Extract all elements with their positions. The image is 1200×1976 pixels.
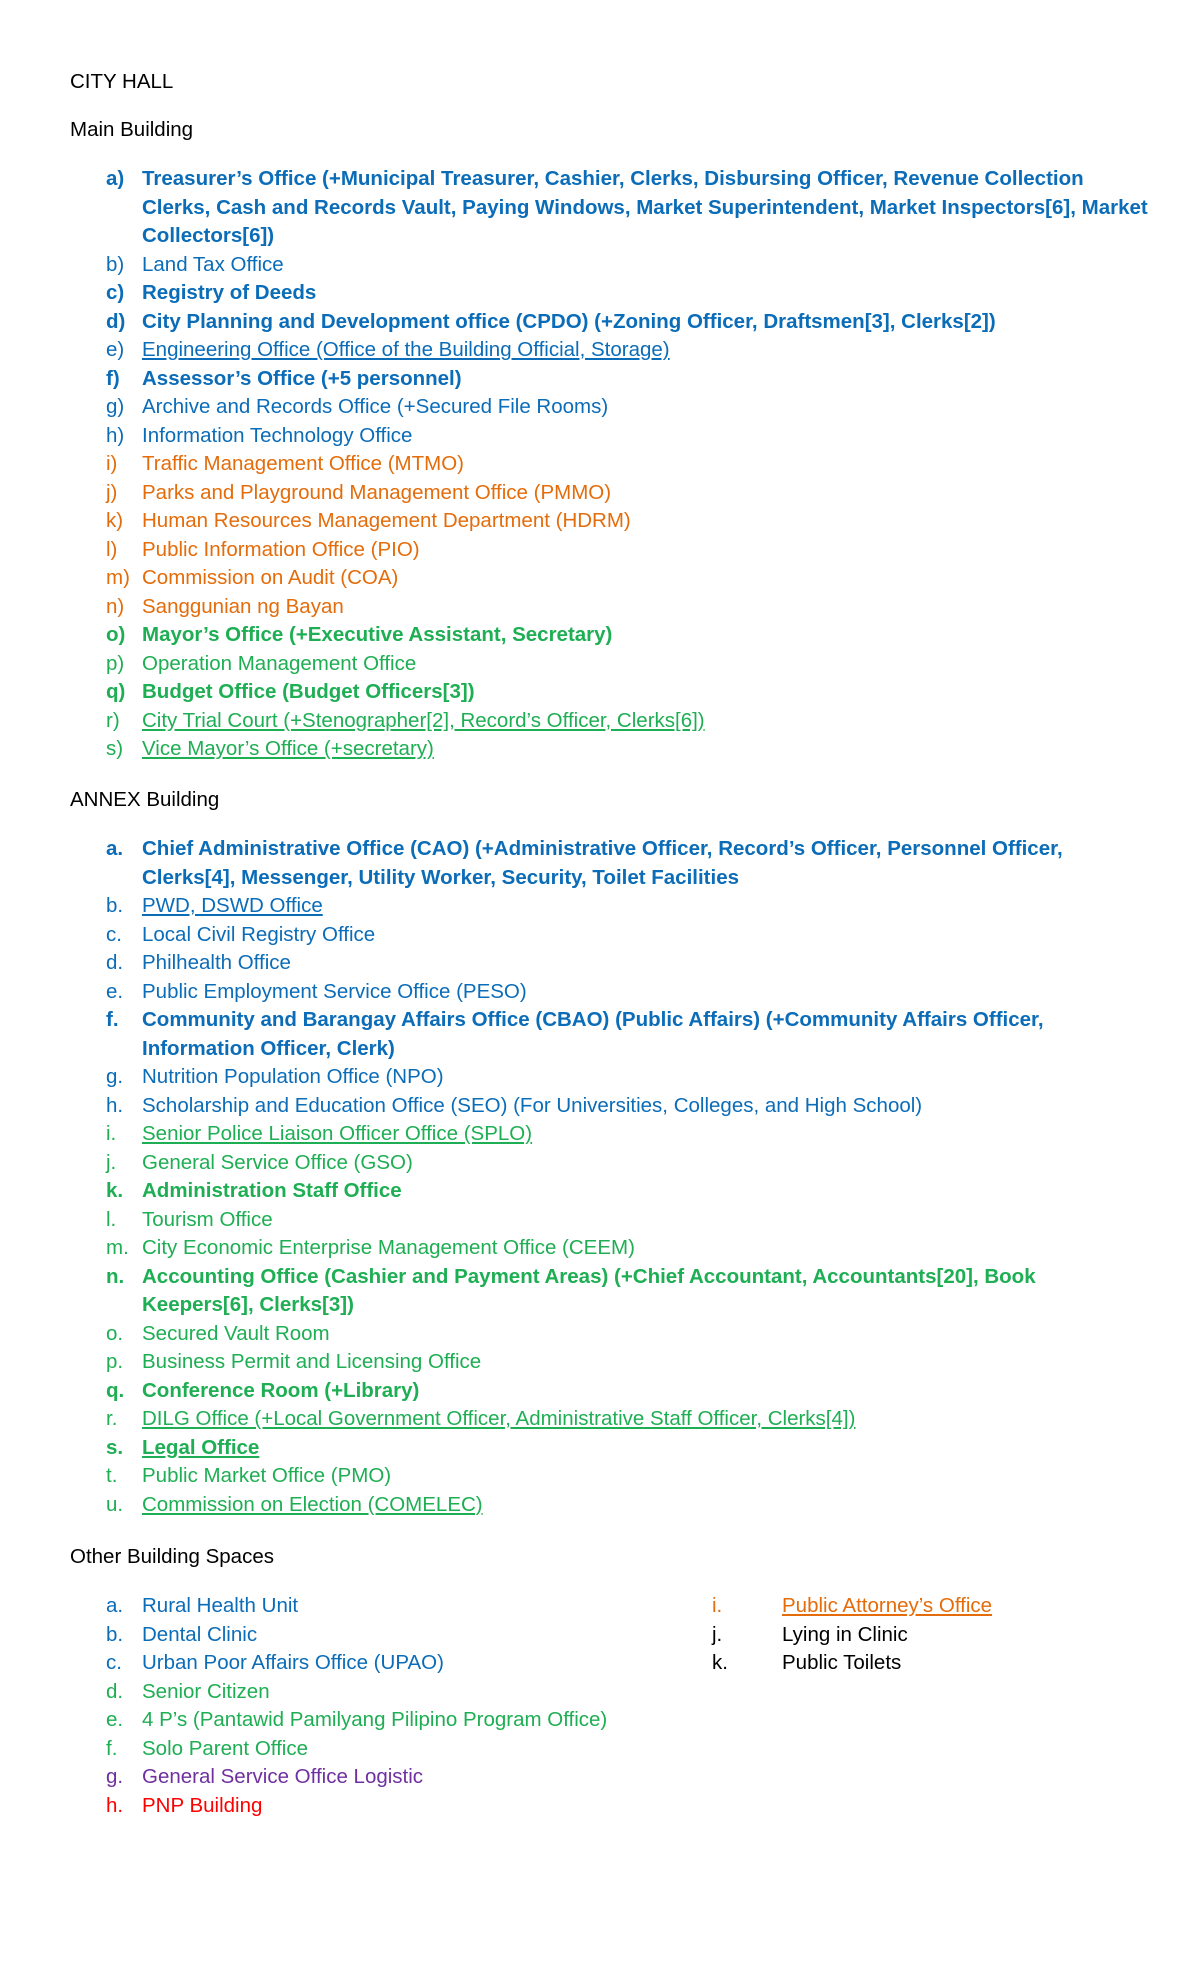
list-item-text: Commission on Election (COMELEC): [142, 1492, 483, 1516]
list-item: [70, 621, 1150, 650]
list-item: [70, 949, 1150, 978]
list-item: [70, 365, 1150, 394]
list-item: [70, 251, 1150, 280]
list-item: [70, 707, 1150, 736]
list-item: [70, 479, 1150, 508]
list-item-text: City Planning and Development office (CPDO) (+Zoning Officer, Draftsmen[3], Clerks[2]): [142, 309, 996, 333]
list-item-text: PNP Building: [142, 1793, 263, 1817]
list-item-marker: g.: [106, 1765, 124, 1788]
list-item-marker: k.: [106, 1179, 124, 1202]
list-item-text: Rural Health Unit: [142, 1594, 299, 1617]
list-item-text: Traffic Management Office (MTMO): [142, 452, 465, 475]
list-item-text: Urban Poor Affairs Office (UPAO): [142, 1651, 444, 1674]
list-item-marker: f): [106, 366, 120, 390]
list-item-text: Business Permit and Licensing Office: [142, 1350, 482, 1373]
list-item-text: Budget Office (Budget Officers[3]): [142, 680, 475, 703]
list-item-text: Public Attorney’s Office: [782, 1594, 993, 1617]
list-item: [70, 422, 1150, 451]
list-item-text: Treasurer’s Office (+Municipal Treasurer, Cashier, Clerks, Disbursing Officer, Revenue Collection Clerks, Cash and Records Vault, Paying Windows, Market Superintendent, Market Inspectors[6], Market Collectors[6]): [142, 167, 1148, 247]
list-item: [70, 1592, 630, 1621]
list-item-marker: h.: [106, 1793, 124, 1817]
other-spaces-list-right: [712, 1592, 1132, 1678]
list-item-marker: j): [106, 480, 118, 504]
list-item: [70, 1491, 1150, 1520]
list-item-text: City Trial Court (+Stenographer[2], Record’s Officer, Clerks[6]): [142, 708, 705, 732]
annex-building-list: [70, 835, 1150, 1519]
list-item-text: Commission on Audit (COA): [142, 566, 399, 589]
list-item-text: Nutrition Population Office (NPO): [142, 1065, 444, 1088]
list-item: [70, 1377, 1150, 1406]
list-item: [712, 1621, 1132, 1650]
list-item: [70, 1149, 1150, 1178]
list-item: [70, 835, 1150, 892]
list-item-marker: a.: [106, 837, 124, 860]
list-item: [70, 336, 1150, 365]
list-item: [70, 1434, 1150, 1463]
list-item-marker: n.: [106, 1264, 125, 1288]
list-item-text: Public Market Office (PMO): [142, 1464, 392, 1487]
list-item-text: Chief Administrative Office (CAO) (+Administrative Officer, Record’s Officer, Personnel Officer, Clerks[4], Messenger, Utility Worker, Security, Toilet Facilities: [142, 837, 1063, 889]
main-building-list: [70, 165, 1150, 764]
document-title: CITY HALL: [70, 70, 174, 93]
list-item-text: Human Resources Management Department (HDRM): [142, 509, 631, 532]
list-item-text: Secured Vault Room: [142, 1321, 330, 1345]
list-item-marker: b.: [106, 894, 124, 917]
list-item: [70, 308, 1150, 337]
list-item-text: Mayor’s Office (+Executive Assistant, Secretary): [142, 623, 613, 646]
list-item: [70, 978, 1150, 1007]
list-item-marker: d): [106, 309, 126, 333]
list-item: [70, 507, 1150, 536]
list-item-marker: f.: [106, 1008, 119, 1031]
list-item-text: Solo Parent Office: [142, 1736, 308, 1760]
list-item-text: Administration Staff Office: [142, 1179, 402, 1202]
list-item-marker: j.: [712, 1622, 723, 1646]
list-item-text: General Service Office Logistic: [142, 1765, 424, 1788]
list-item-marker: f.: [106, 1736, 118, 1760]
list-item-text: Registry of Deeds: [142, 281, 317, 304]
list-item: [70, 678, 1150, 707]
list-item-marker: n): [106, 594, 125, 618]
list-item: [70, 921, 1150, 950]
list-item-text: Public Toilets: [782, 1651, 902, 1674]
list-item-marker: o): [106, 623, 126, 646]
list-item-marker: b): [106, 252, 125, 276]
list-item-text: Public Information Office (PIO): [142, 537, 420, 561]
list-item-marker: s): [106, 737, 124, 760]
list-item-marker: q): [106, 680, 126, 703]
list-item-marker: t.: [106, 1464, 118, 1487]
list-item-marker: b.: [106, 1622, 124, 1646]
list-item: [70, 1092, 1150, 1121]
list-item-text: City Economic Enterprise Management Office (CEEM): [142, 1236, 635, 1259]
list-item: [70, 165, 1150, 251]
list-item: [70, 1462, 1150, 1491]
list-item-marker: a.: [106, 1594, 124, 1617]
list-item: [70, 1792, 630, 1821]
list-item-marker: u.: [106, 1492, 124, 1516]
main-building-heading: Main Building: [70, 118, 194, 141]
other-spaces-list-left: [70, 1592, 630, 1820]
list-item-marker: i.: [106, 1122, 117, 1145]
list-item-marker: o.: [106, 1321, 124, 1345]
list-item-text: 4 P’s (Pantawid Pamilyang Pilipino Program Office): [142, 1708, 608, 1731]
list-item: [70, 1320, 1150, 1349]
list-item-text: Local Civil Registry Office: [142, 922, 376, 946]
list-item: [70, 1263, 1150, 1320]
list-item-marker: e.: [106, 1708, 124, 1731]
list-item-text: Lying in Clinic: [782, 1622, 908, 1646]
list-item-text: Accounting Office (Cashier and Payment Areas) (+Chief Accountant, Accountants[20], Book Keepers[6], Clerks[3]): [142, 1264, 1036, 1316]
list-item-text: Senior Citizen: [142, 1679, 270, 1703]
list-item: [70, 593, 1150, 622]
list-item: [70, 1763, 630, 1792]
other-spaces-heading: Other Building Spaces: [70, 1545, 274, 1568]
list-item-text: PWD, DSWD Office: [142, 894, 323, 917]
list-item-marker: i): [106, 452, 118, 475]
list-item-text: Assessor’s Office (+5 personnel): [142, 366, 462, 390]
list-item-text: DILG Office (+Local Government Officer, Administrative Staff Officer, Clerks[4]): [142, 1407, 856, 1430]
list-item-marker: l): [106, 537, 118, 561]
list-item-text: Operation Management Office: [142, 651, 417, 675]
list-item: [70, 1206, 1150, 1235]
list-item-text: General Service Office (GSO): [142, 1150, 413, 1174]
annex-building-heading: ANNEX Building: [70, 788, 220, 811]
list-item: [70, 1177, 1150, 1206]
list-item-marker: e.: [106, 979, 124, 1003]
list-item: [712, 1649, 1132, 1678]
list-item-text: Vice Mayor’s Office (+secretary): [142, 737, 434, 760]
list-item-marker: k): [106, 509, 124, 532]
list-item: [70, 1120, 1150, 1149]
list-item-text: Senior Police Liaison Officer Office (SPLO): [142, 1122, 533, 1145]
list-item: [70, 1234, 1150, 1263]
list-item-text: Information Technology Office: [142, 423, 413, 447]
list-item: [70, 1348, 1150, 1377]
list-item-marker: p): [106, 651, 125, 675]
list-item: [70, 1706, 630, 1735]
list-item: [70, 1735, 630, 1764]
list-item-marker: m.: [106, 1236, 129, 1259]
list-item-marker: l.: [106, 1207, 117, 1231]
list-item-text: Archive and Records Office (+Secured File Rooms): [142, 395, 609, 418]
list-item: [70, 1006, 1150, 1063]
list-item: [712, 1592, 1132, 1621]
list-item: [70, 650, 1150, 679]
list-item: [70, 735, 1150, 764]
list-item-marker: d.: [106, 951, 124, 974]
list-item-marker: r): [106, 708, 120, 732]
list-item-marker: g): [106, 395, 125, 418]
list-item: [70, 450, 1150, 479]
list-item-text: Philhealth Office: [142, 951, 291, 974]
list-item-marker: h.: [106, 1093, 124, 1117]
list-item-text: Public Employment Service Office (PESO): [142, 979, 527, 1003]
list-item-marker: c): [106, 281, 125, 304]
list-item-marker: c.: [106, 1651, 122, 1674]
list-item-text: Dental Clinic: [142, 1622, 258, 1646]
list-item: [70, 564, 1150, 593]
list-item-text: Legal Office: [142, 1435, 260, 1459]
list-item: [70, 1621, 630, 1650]
list-item-text: Conference Room (+Library): [142, 1378, 420, 1402]
list-item: [70, 1063, 1150, 1092]
list-item-marker: m): [106, 566, 130, 589]
list-item-marker: r.: [106, 1407, 118, 1430]
list-item-marker: p.: [106, 1350, 124, 1373]
list-item-marker: e): [106, 338, 125, 361]
list-item-text: Engineering Office (Office of the Building Official, Storage): [142, 338, 670, 361]
list-item-text: Parks and Playground Management Office (PMMO): [142, 480, 612, 504]
list-item-marker: h): [106, 423, 125, 447]
list-item-marker: c.: [106, 922, 122, 946]
list-item: [70, 279, 1150, 308]
list-item-marker: g.: [106, 1065, 124, 1088]
list-item: [70, 1405, 1150, 1434]
list-item-marker: j.: [106, 1150, 117, 1174]
list-item-marker: k.: [712, 1651, 728, 1674]
list-item-text: Tourism Office: [142, 1207, 273, 1231]
list-item-text: Sanggunian ng Bayan: [142, 594, 344, 618]
list-item: [70, 536, 1150, 565]
list-item: [70, 892, 1150, 921]
list-item-marker: q.: [106, 1378, 125, 1402]
list-item-marker: i.: [712, 1594, 723, 1617]
list-item-marker: s.: [106, 1435, 124, 1459]
list-item-marker: a): [106, 167, 125, 190]
list-item: [70, 393, 1150, 422]
list-item-marker: d.: [106, 1679, 124, 1703]
list-item-text: Scholarship and Education Office (SEO) (For Universities, Colleges, and High School): [142, 1093, 923, 1117]
list-item-text: Land Tax Office: [142, 252, 284, 276]
list-item-text: Community and Barangay Affairs Office (CBAO) (Public Affairs) (+Community Affairs Officer, Information Officer, Clerk): [142, 1008, 1044, 1060]
list-item: [70, 1678, 630, 1707]
list-item: [70, 1649, 630, 1678]
